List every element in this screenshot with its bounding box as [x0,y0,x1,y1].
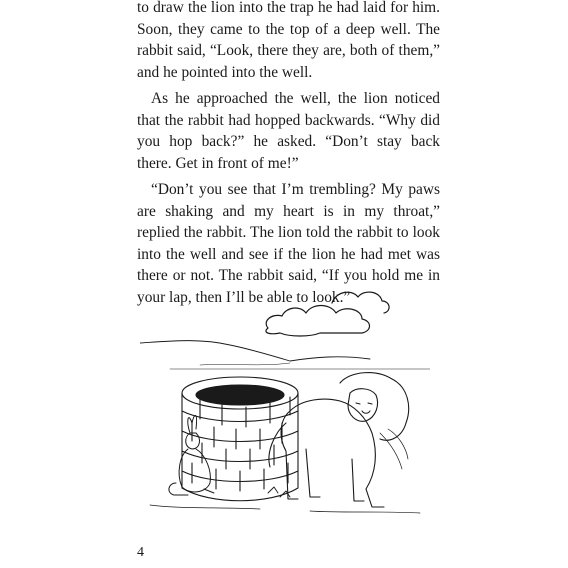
paragraph-1: to draw the lion into the trap he had laid for him. Soon, they came to the top of a deep well. The rabbit said, “Look, there they are, both of them,” and he pointed into the well. [137,0,440,81]
paragraph-2: As he approached the well, the lion noticed that the rabbit had hopped backwards. “Why did you hop back?” he asked. “Don’t stay back there. Get in front of me!” [137,90,440,172]
hills-illustration [140,341,430,369]
lion-illustration [269,373,409,507]
story-text [137,0,440,308]
lion-rabbit-well-illustration [140,283,430,533]
page-number: 4 [137,545,144,560]
paragraph-3: “Don’t you see that I’m trembling? My paws are shaking and my heart is in my throat,” replied the rabbit. The lion told the rabbit to look into the well and see if the lion he had met was there or not. The rabbit said, “If you hold me in your lap, then I’ll be able to look.” [137,181,440,306]
cloud-illustration [266,292,389,336]
ground-illustration [150,487,420,513]
